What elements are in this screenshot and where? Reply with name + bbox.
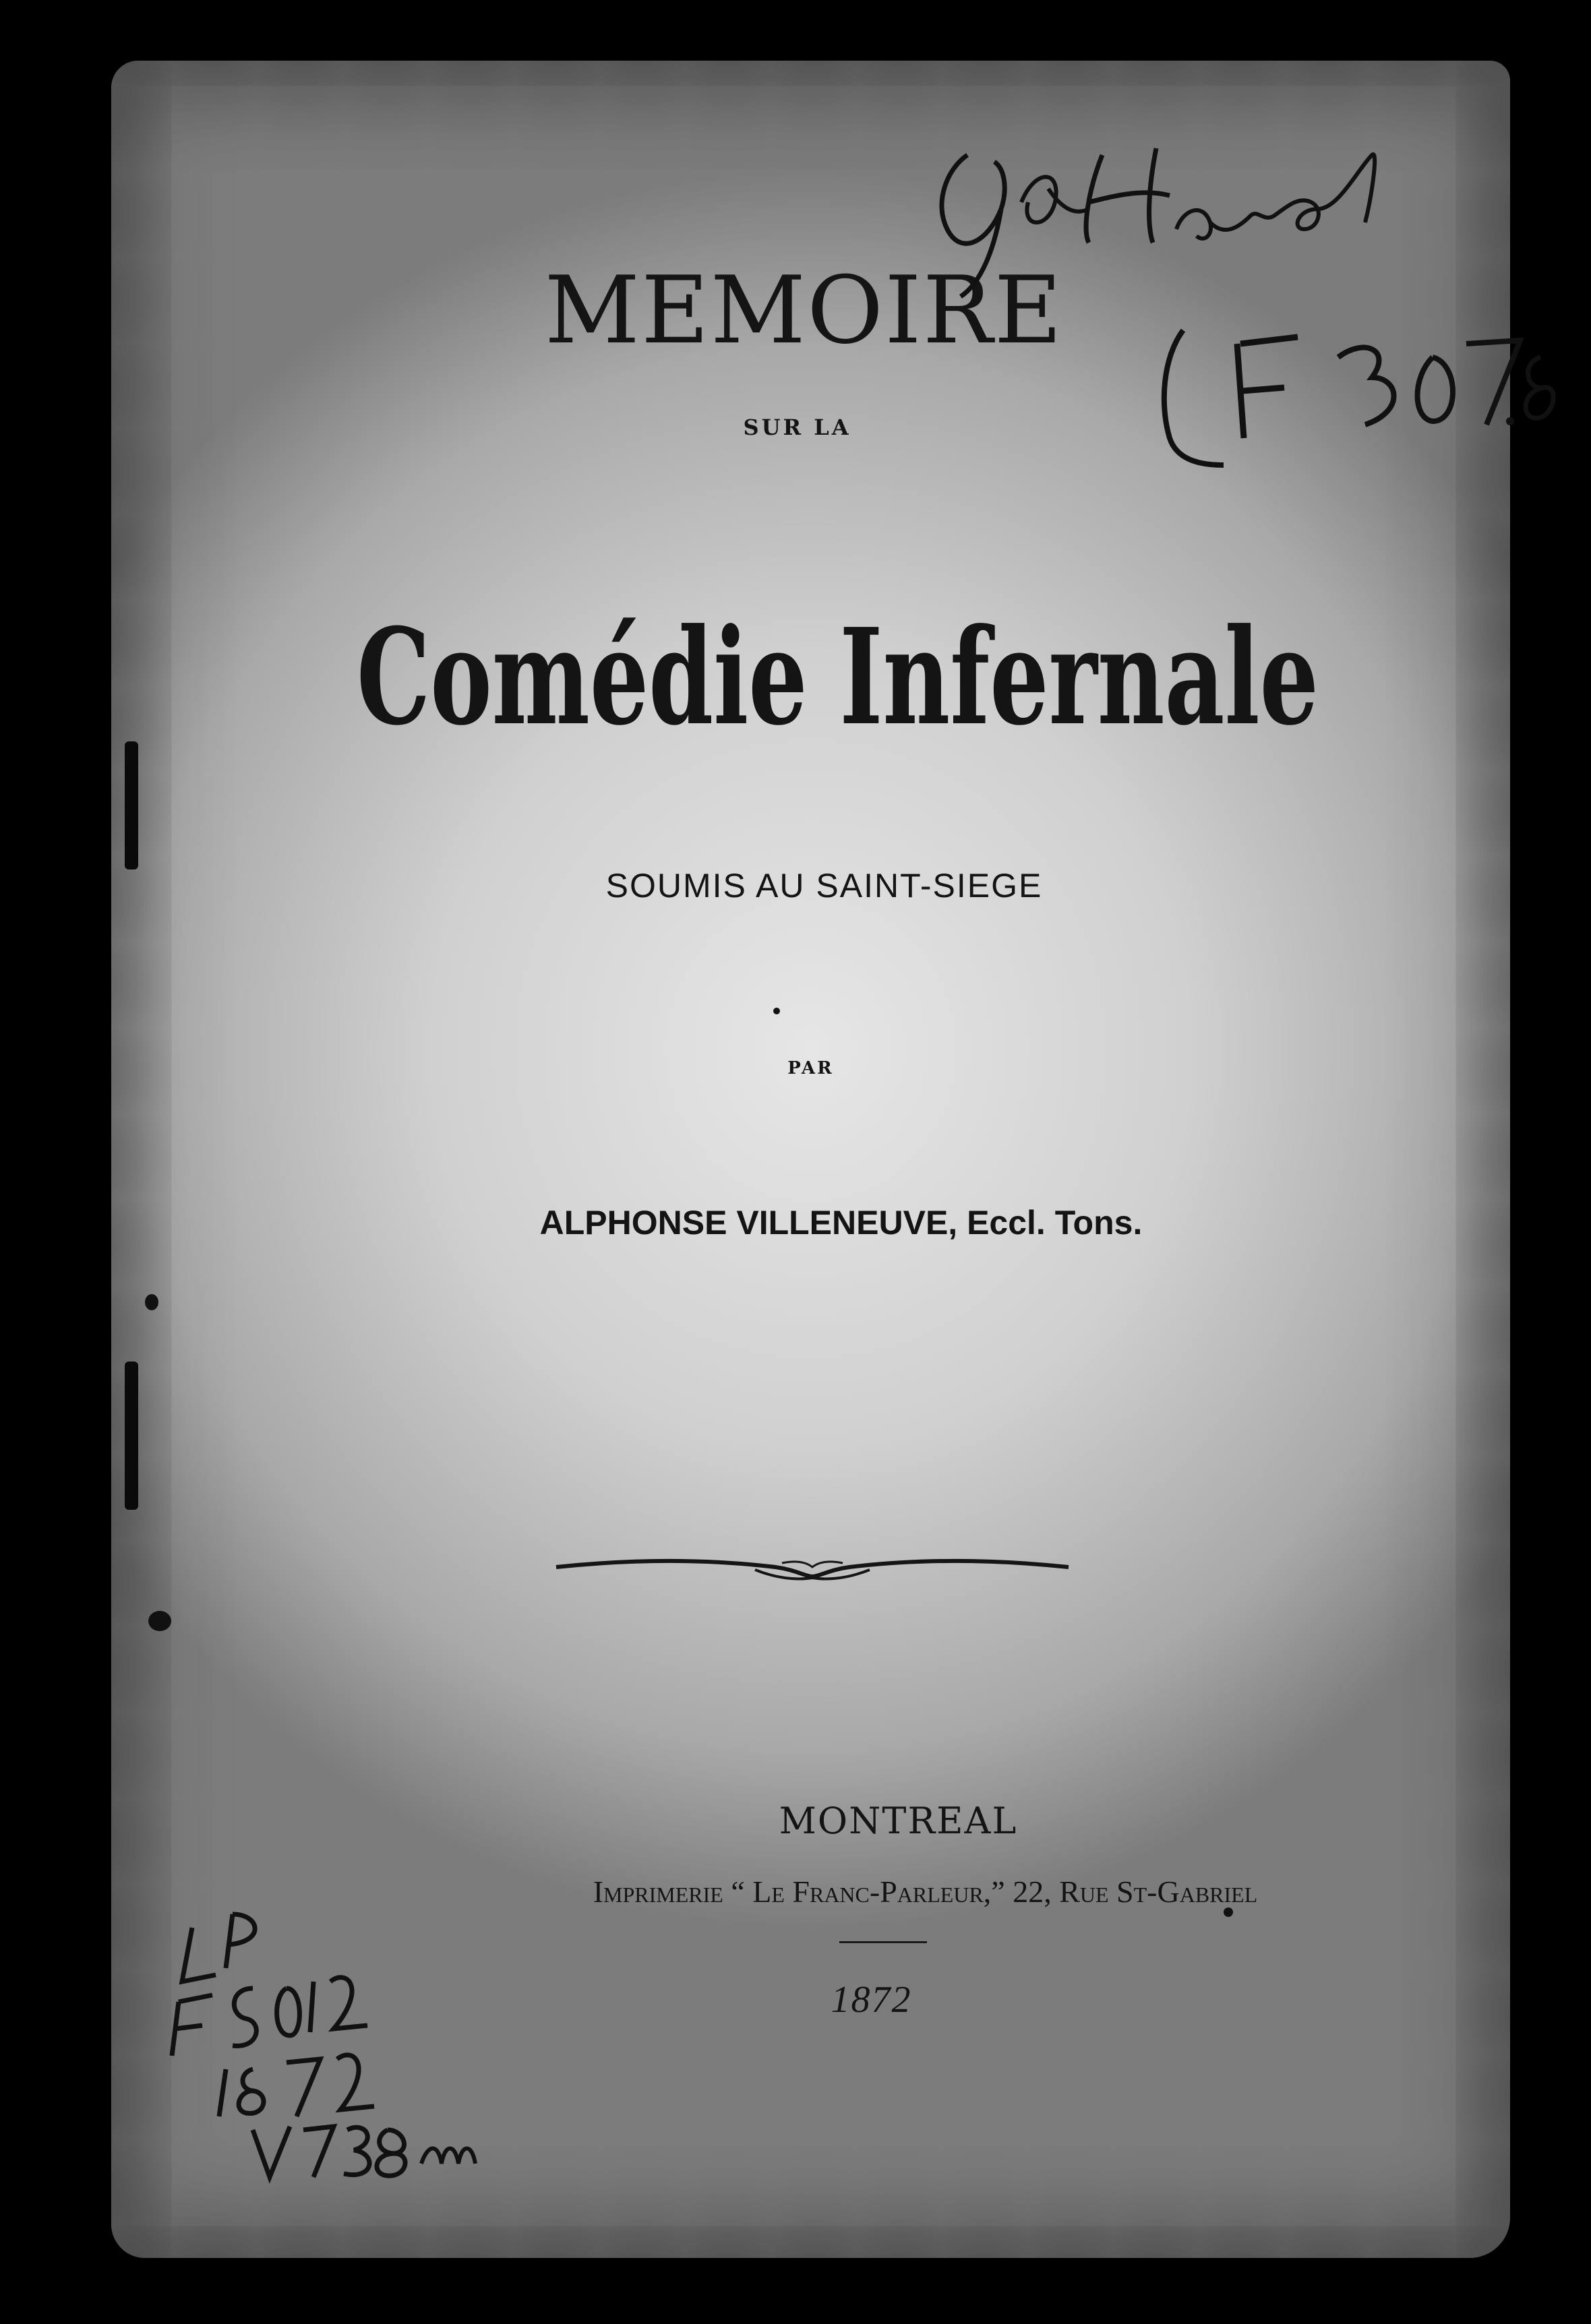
title-memoire: MEMOIRE [544, 256, 1064, 365]
divider-rule [839, 1941, 927, 1943]
subtitle: SOUMIS AU SAINT-SIEGE [605, 867, 1043, 905]
title-connector: SUR LA [743, 415, 851, 440]
main-title: Comédie Infernale [357, 600, 1319, 755]
binding-hole-top [125, 741, 138, 869]
handwritten-signature [887, 128, 1426, 303]
printer-line: Imprimerie “ Le Franc-Parleur,” 22, Rue St-Gabriel [593, 1874, 1258, 1909]
ink-speck [773, 1008, 780, 1014]
byline-par: PAR [787, 1058, 834, 1078]
title-page [111, 61, 1510, 2258]
publication-year: 1872 [831, 1979, 912, 2021]
ink-speck [148, 1611, 171, 1631]
handwritten-shelfmark [1143, 303, 1561, 472]
publication-city: MONTREAL [779, 1800, 1018, 1842]
ornament-divider-icon [553, 1547, 1072, 1587]
handwritten-catalog-note [152, 1907, 502, 2191]
author-name: ALPHONSE VILLENEUVE, Eccl. Tons. [539, 1204, 1143, 1242]
binding-hole-bottom [125, 1362, 138, 1510]
ink-speck [145, 1294, 158, 1310]
